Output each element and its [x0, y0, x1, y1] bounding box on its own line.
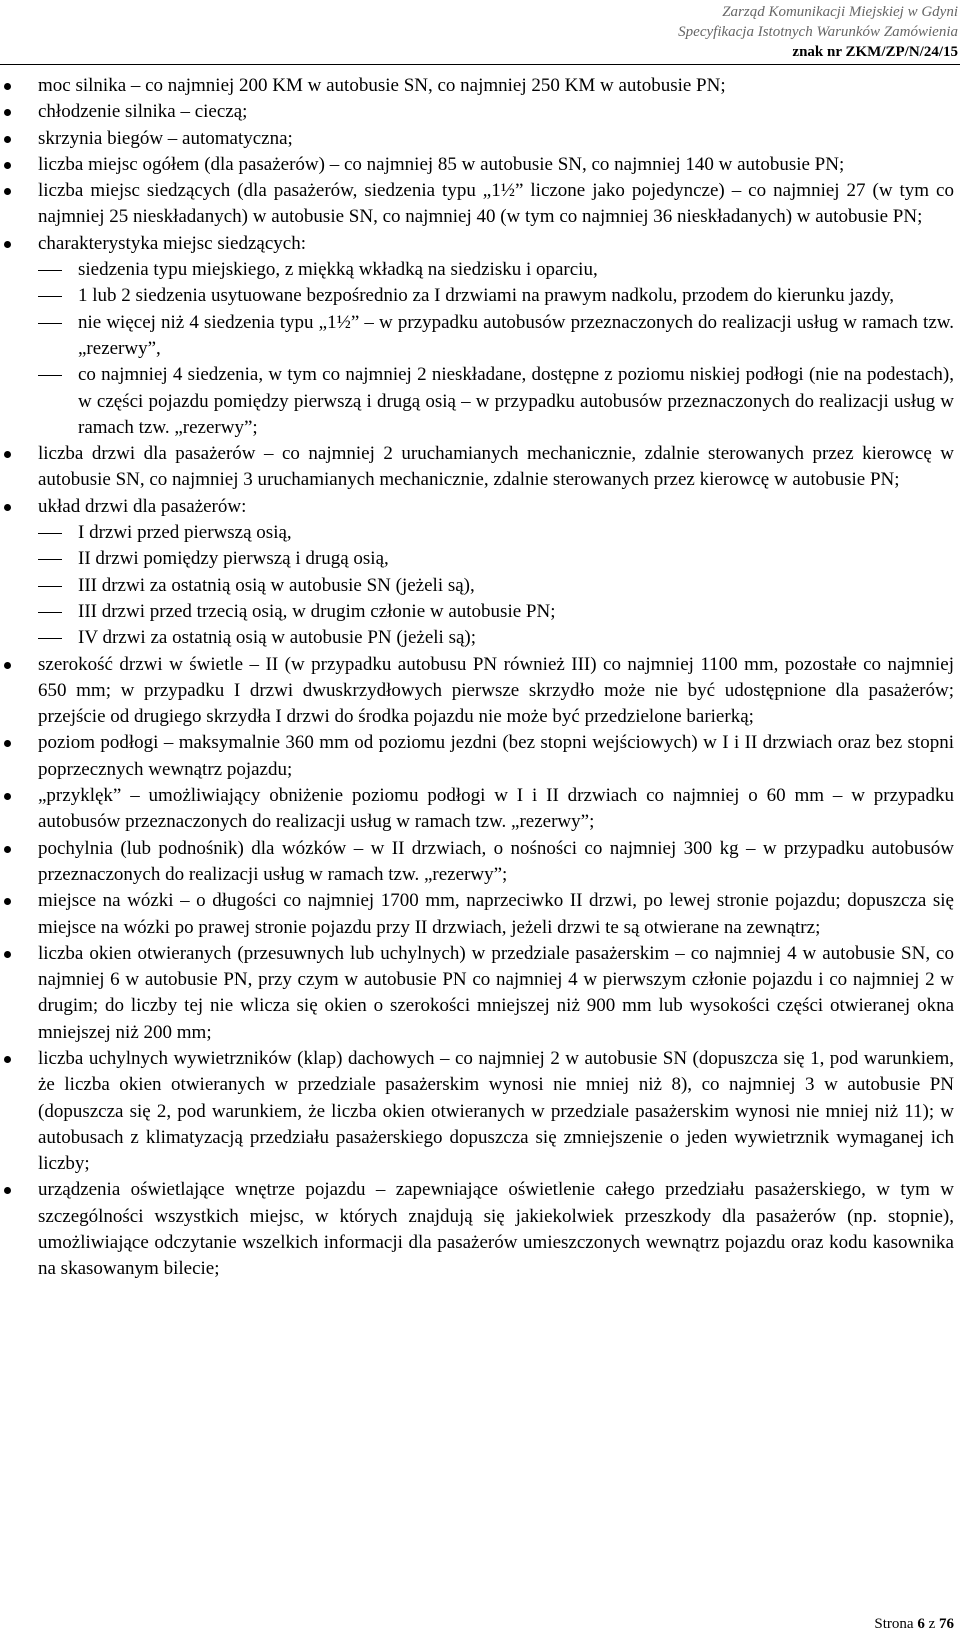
page-number: Strona 6 z 76	[874, 1616, 954, 1632]
list-item: liczba uchylnych wywietrzników (klap) dachowych – co najmniej 2 w autobusie SN (dopuszcza się 1, pod warunkiem, że liczba okien otwieranych w przedziale pasażerskim wynosi nie mniej niż 8), co najmniej 3 w autobusie PN (dopuszcza się 2, pod warunkiem, że liczba okien otwieranych w przedziale pasażerskim wynosi nie mniej niż 11); w autobusach z klimatyzacją przedziału pasażerskiego dopuszcza się zmniejszenie o jeden wywietrznik wymaganej ich liczby;	[0, 1046, 960, 1177]
list-item: liczba okien otwieranych (przesuwnych lub uchylnych) w przedziale pasażerskim – co najmniej 4 w autobusie SN, co najmniej 6 w autobusie PN, przy czym w autobusie PN co najmniej 4 w pierwszym członie pojazdu i co najmniej 2 w drugim; do liczby tej nie wlicza się okien o szerokości mniejszej niż 900 mm lub wysokości części otwieranej okna mniejszej niż 200 mm;	[0, 941, 960, 1046]
requirements-list	[0, 73, 960, 1283]
header-organization: Zarząd Komunikacji Miejskiej w Gdyni	[722, 4, 958, 20]
sub-list-item: IV drzwi za ostatnią osią w autobusie PN (jeżeli są);	[0, 625, 960, 651]
list-item: skrzynia biegów – automatyczna;	[0, 126, 960, 152]
list-item: liczba drzwi dla pasażerów – co najmniej 2 uruchamianych mechanicznie, zdalnie sterowanych przez kierowcę w autobusie SN, co najmniej 3 uruchamianych mechanicznie, zdalnie sterowanych przez kierowcę w autobusie PN;	[0, 441, 960, 494]
list-item: szerokość drzwi w świetle – II (w przypadku autobusu PN również III) co najmniej 1100 mm, pozostałe co najmniej 650 mm; w przypadku I drzwi dwuskrzydłowych pierwsze skrzydło może nie być udostępnione dla pasażerów; przejście od drugiego skrzydła I drzwi do środka pojazdu nie może być przedzielone barierką;	[0, 652, 960, 731]
header-document-title: Specyfikacja Istotnych Warunków Zamówienia	[678, 24, 958, 40]
sub-list-item: 1 lub 2 siedzenia usytuowane bezpośrednio za I drzwiami na prawym nadkolu, przodem do kierunku jazdy,	[0, 283, 960, 309]
list-item: urządzenia oświetlające wnętrze pojazdu – zapewniające oświetlenie całego przedziału pasażerskiego, w tym w szczególności wszystkich miejsc, w których znajdują się jakiekolwiek przeszkody dla pasażerów (np. stopnie), umożliwiające odczytanie wszelkich informacji dla pasażerów umieszczonych wewnątrz pojazdu oraz kodu kasownika na skasowanym bilecie;	[0, 1177, 960, 1282]
sub-list-item: III drzwi przed trzecią osią, w drugim członie w autobusie PN;	[0, 599, 960, 625]
sub-list-item: siedzenia typu miejskiego, z miękką wkładką na siedzisku i oparciu,	[0, 257, 960, 283]
sub-list-item: II drzwi pomiędzy pierwszą i drugą osią,	[0, 546, 960, 572]
list-item: chłodzenie silnika – cieczą;	[0, 99, 960, 125]
list-item: pochylnia (lub podnośnik) dla wózków – w II drzwiach, o nośności co najmniej 300 kg – w przypadku autobusów przeznaczonych do realizacji usług w ramach tzw. „rezerwy”;	[0, 836, 960, 889]
header-divider	[0, 64, 960, 65]
document-header	[438, 2, 958, 62]
header-reference-number: znak nr ZKM/ZP/N/24/15	[792, 44, 958, 60]
list-item: liczba miejsc ogółem (dla pasażerów) – co najmniej 85 w autobusie SN, co najmniej 140 w autobusie PN;	[0, 152, 960, 178]
list-item: układ drzwi dla pasażerów:	[0, 494, 960, 520]
list-item: poziom podłogi – maksymalnie 360 mm od poziomu jezdni (bez stopni wejściowych) w I i II drzwiach oraz bez stopni poprzecznych wewnątrz pojazdu;	[0, 730, 960, 783]
sub-list-item: I drzwi przed pierwszą osią,	[0, 520, 960, 546]
list-item: moc silnika – co najmniej 200 KM w autobusie SN, co najmniej 250 KM w autobusie PN;	[0, 73, 960, 99]
list-item: miejsce na wózki – o długości co najmniej 1700 mm, naprzeciwko II drzwi, po lewej stronie pojazdu; dopuszcza się miejsce na wózki po prawej stronie pojazdu przy II drzwiach, jeżeli drzwi te są otwierane na zewnątrz;	[0, 888, 960, 941]
sub-list-item: III drzwi za ostatnią osią w autobusie SN (jeżeli są),	[0, 573, 960, 599]
sub-list-item: co najmniej 4 siedzenia, w tym co najmniej 2 nieskładane, dostępne z poziomu niskiej podłogi (nie na podestach), w części pojazdu pomiędzy pierwszą i drugą osią – w przypadku autobusów przeznaczonych do realizacji usług w ramach tzw. „rezerwy”;	[0, 362, 960, 441]
list-item: liczba miejsc siedzących (dla pasażerów, siedzenia typu „1½” liczone jako pojedyncze) – co najmniej 27 (w tym co najmniej 25 nieskładanych) w autobusie SN, co najmniej 40 (w tym co najmniej 36 nieskładanych) w autobusie PN;	[0, 178, 960, 231]
sub-list-item: nie więcej niż 4 siedzenia typu „1½” – w przypadku autobusów przeznaczonych do realizacji usług w ramach tzw. „rezerwy”,	[0, 310, 960, 363]
list-item: „przyklęk” – umożliwiający obniżenie poziomu podłogi w I i II drzwiach co najmniej o 60 mm – w przypadku autobusów przeznaczonych do realizacji usług w ramach tzw. „rezerwy”;	[0, 783, 960, 836]
list-item: charakterystyka miejsc siedzących:	[0, 231, 960, 257]
